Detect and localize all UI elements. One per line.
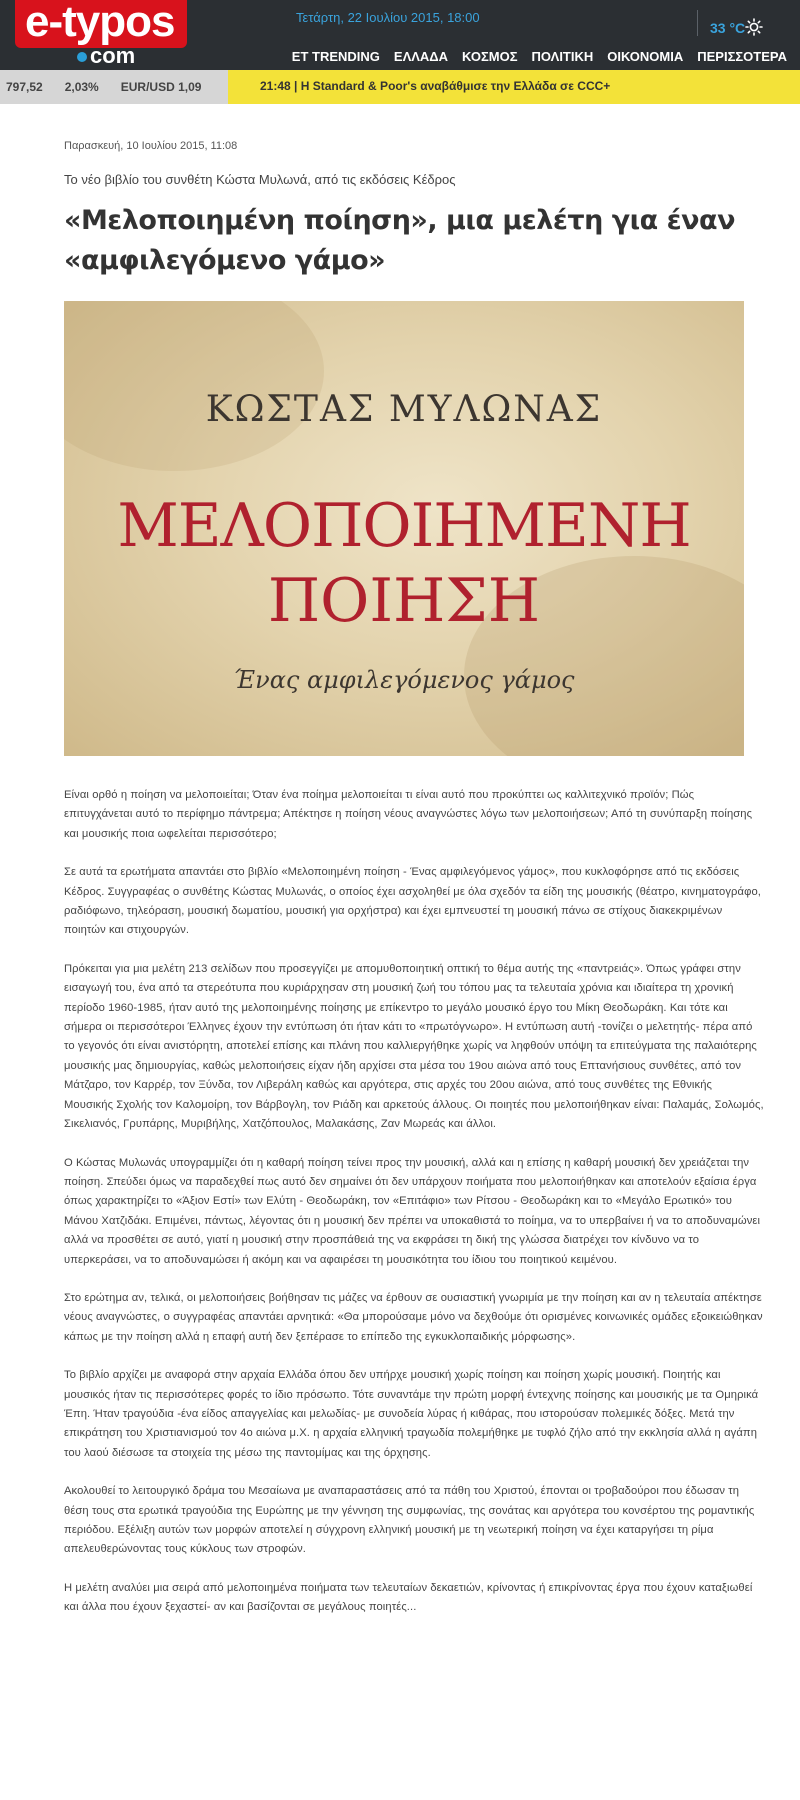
- cover-title-line1: ΜΕΛΟΠΟΙΗΜΕΝΗ: [117, 491, 691, 561]
- nav-perissotera[interactable]: ΠΕΡΙΣΣΟΤΕΡΑ: [697, 49, 787, 64]
- logo-suffix: com: [90, 43, 136, 68]
- index-change: 2,03%: [64, 80, 99, 94]
- currency-rate: EUR/USD 1,09: [120, 80, 202, 94]
- article-paragraph: Πρόκειται για μια μελέτη 213 σελίδων που προσεγγίζει με απομυθοποιητική οπτική το θέμα αυτής της «παντρειάς». Όπως γράφει στην εισαγωγή του, ένα από τα στερεότυπα που κυριάρχησαν στη μουσική ζωή του τόπου μας τα τελευταία χρόνια και ιδιαίτερα τη χρονική περίοδο 1960-1985, ήταν αυτό της μελοποιημένης ποίησης με επίκεντρο το μεγάλο μουσικό έργο του Μίκη Θεοδωράκη. Και τότε και σήμερα οι περισσότεροι Έλληνες έχουν την εντύπωση ότι ήταν κάτι το «πρωτόγνωρο». Η εντύπωση αυτή -τονίζει ο μελετητής- πέρα από το γεγονός ότι είναι ανιστόρητη, αποτελεί επίσης και πλάνη που καλλιεργήθηκε χωρίς να ληφθούν υπόψη τα επιτεύγματα της παλαιότερης μουσικής μας δημιουργίας, καθώς μελοποιήσεις είχαν ήδη αρχίσει στα μέσα του 19ου αιώνα από τους Επτανήσιους συνθέτες, από τον Μάτζαρο, τον Καρρέρ, τον Ξύνδα, τον Λιβεράλη καθώς και αργότερα, στις αρχές του 20ου αιώνα, από τους συνθέτες της Εθνικής Μουσικής Σχολής τον Καλομοίρη, τον Βάρβογλη, τον Ριάδη και αρκετούς άλλους. Οι ποιητές που μελοποιήθηκαν είναι: Παλαμάς, Σολωμός, Σικελιανός, Γρυπάρης, Μυριβήλης, Χατζόπουλος, Μαλακάσης, Ζαν Μωρεάς και άλλοι.: [64, 962, 764, 1131]
- article: [64, 140, 764, 1637]
- nav-kosmos[interactable]: ΚΟΣΜΟΣ: [462, 49, 518, 64]
- article-paragraph: Η μελέτη αναλύει μια σειρά από μελοποιημένα ποιήματα των τελευταίων δεκαετιών, κρίνοντας ή επικρίνοντας έργα που έχουν καταξιωθεί και άλλα που έχουν ξεχαστεί- αν και βασίζονται σε μεγάλους ποιητές...: [64, 1581, 753, 1614]
- article-title: «Μελοποιημένη ποίηση», μια μελέτη για έναν «αμφιλεγόμενο γάμο»: [64, 205, 735, 276]
- book-cover-image: [64, 301, 744, 756]
- article-paragraph: Το βιβλίο αρχίζει με αναφορά στην αρχαία Ελλάδα όπου δεν υπήρχε μουσική χωρίς ποίηση και ποίηση χωρίς μουσική. Ποιητής και μουσικός ήταν τις περισσότερες φορές το ίδιο πρόσωπο. Τότε συναντάμε την πρώτη μορφή έντεχνης ποίησης και μουσικής με τα Ομηρικά Έπη. Ήταν τραγούδια -ένα είδος απαγγελίας και μελωδίας- με συνοδεία λύρας ή κιθάρας, που ιστορούσαν πολεμικές δόξες. Μετά την επικράτηση του Χριστιανισμού τον 4ο αιώνα μ.Χ. η αρχαία ελληνική τραγωδία πολεμήθηκε με τυφλό ζήλο από την εκκλησία αλλά η αγάπη του λαού διέσωσε τα στοιχεία της μέσω της παντομίμας και της όρχησης.: [64, 1369, 759, 1459]
- main-nav: [285, 48, 794, 66]
- header-divider: [697, 10, 698, 36]
- nav-ellada[interactable]: ΕΛΛΑΔΑ: [393, 49, 449, 64]
- sun-icon: [745, 18, 763, 36]
- breaking-news-bar: [228, 70, 800, 104]
- article-paragraph: Είναι ορθό η ποίηση να μελοποιείται; Όταν ένα ποίημα μελοποιείται τι είναι αυτό που προκύπτει ως καλλιτεχνικό προϊόν; Πώς επιτυγχάνεται αυτό το περίφημο πάντρεμα; Απέκτησε η ποίηση νέους αναγνώστες λόγω των μελοποιήσεων; Από τη συνύπαρξη ποίησης και μουσικής ποια ωφελείται περισσότερο;: [64, 789, 753, 840]
- cover-title-line2: ΠΟΙΗΣΗ: [267, 566, 541, 636]
- site-logo[interactable]: [15, 0, 187, 66]
- article-paragraph: Στο ερώτημα αν, τελικά, οι μελοποιήσεις βοήθησαν τις μάζες να έρθουν σε ουσιαστική γνωριμία με την ποίηση και αν η τελευταία απέκτησε νέους αναγνώστες, ο συγγραφέας απαντάει αρνητικά: «Θα μπορούσαμε μόνο να δεχθούμε ότι ορισμένες κοινωνικές ομάδες εξοικειώθηκαν κάπως με την ποίηση αλλά η επαφή αυτή δεν ξεπέρασε το επίπεδο της εγκυκλοπαιδικής μόρφωσης».: [64, 1291, 763, 1343]
- header-date: Τετάρτη, 22 Ιουλίου 2015, 18:00: [296, 10, 480, 25]
- cover-subtitle: Ένας αμφιλεγόμενος γάμος: [233, 666, 575, 694]
- nav-et-trending[interactable]: ET TRENDING: [291, 49, 380, 64]
- article-paragraph: Ακολουθεί το λειτουργικό δράμα του Μεσαίωνα με αναπαραστάσεις από τα πάθη του Χριστού, έπονται οι τροβαδούροι που έδωσαν τη θέση τους στα ερωτικά τραγούδια της Ευρώπης με την γέννηση της συμφωνίας, της σονάτας και αργότερα του κονσέρτου της ρομαντικής περιόδου. Εξέλιξη αυτών των μορφών αποτελεί η σύγχρονη ελληνική μουσική με τη νεωτερική ποίηση να έχει καταργήσει τη ρίμα απελευθερώνοντας τους κύκλους των στροφών.: [64, 1485, 755, 1556]
- article-kicker: Το νέο βιβλίο του συνθέτη Κώστα Μυλωνά, από τις εκδόσεις Κέδρος: [64, 172, 456, 187]
- index-value: 797,52: [6, 80, 43, 94]
- cover-author: ΚΩΣΤΑΣ ΜΥΛΩΝΑΣ: [205, 389, 603, 430]
- logo-dot-icon: [77, 52, 87, 62]
- site-header: [0, 0, 800, 70]
- market-ticker: [0, 70, 800, 104]
- logo-text: e-typos: [25, 0, 175, 46]
- breaking-news-link[interactable]: 21:48 | Η Standard & Poor's αναβάθμισε την Ελλάδα σε CCC+: [260, 79, 611, 93]
- article-paragraph: Ο Κώστας Μυλωνάς υπογραμμίζει ότι η καθαρή ποίηση τείνει προς την μουσική, αλλά και η επίσης η καθαρή μουσική δεν χρειάζεται την ποίηση. Σπεύδει όμως να παραδεχθεί πως αυτό δεν σημαίνει ότι δεν υπάρχουν ποιήματα που μελοποιήθηκαν και αποτελούν εξαίσια έργα όπως χαρακτηρίζει το «Άξιον Εστί» των Ελύτη - Θεοδωράκη, τον «Επιτάφιο» των Ρίτσου - Θεοδωράκη και το «Μεγάλο Ερωτικό» του Μάνου Χατζιδάκι. Επιμένει, πάντως, λέγοντας ότι η μουσική δεν πρέπει να υποκαθιστά το ποίημα, να το υπερβαίνει ή να το αποδυναμώνει αλλά να προσθέτει σε αυτό, γιατί η μουσική στην προσπάθειά της να εκφράσει τη δική της γλώσσα διατρέχει τον κίνδυνο να το υπερκεράσει, να το αποδυναμώσει ή ακόμη και να αφαιρέσει τη μουσικότητα του ίδιου του ποιητικού κειμένου.: [64, 1156, 761, 1266]
- weather-temperature: 33 °C: [710, 20, 746, 36]
- cover-texture: [64, 301, 324, 471]
- article-body: [64, 786, 764, 1618]
- nav-oikonomia[interactable]: ΟΙΚΟΝΟΜΙΑ: [607, 49, 684, 64]
- ticker-values: [0, 70, 217, 104]
- article-paragraph: Σε αυτά τα ερωτήματα απαντάει στο βιβλίο «Μελοποιημένη ποίηση - Ένας αμφιλεγόμενος γάμος», που κυκλοφόρησε από τις εκδόσεις Κέδρος. Συγγραφέας ο συνθέτης Κώστας Μυλωνάς, ο οποίος έχει ασχοληθεί με όλα σχεδόν τα είδη της μουσικής (θέατρο, κινηματογράφο, ραδιόφωνο, τηλεόραση, μουσική δωματίου, μουσική για ορχήστρα) και έχει εμπνευστεί τη μουσική πάνω σε στίχους διακεκριμένων ποιητών και στιχουργών.: [64, 866, 761, 937]
- article-date: Παρασκευή, 10 Ιουλίου 2015, 11:08: [64, 140, 238, 152]
- nav-politiki[interactable]: ΠΟΛΙΤΙΚΗ: [531, 49, 594, 64]
